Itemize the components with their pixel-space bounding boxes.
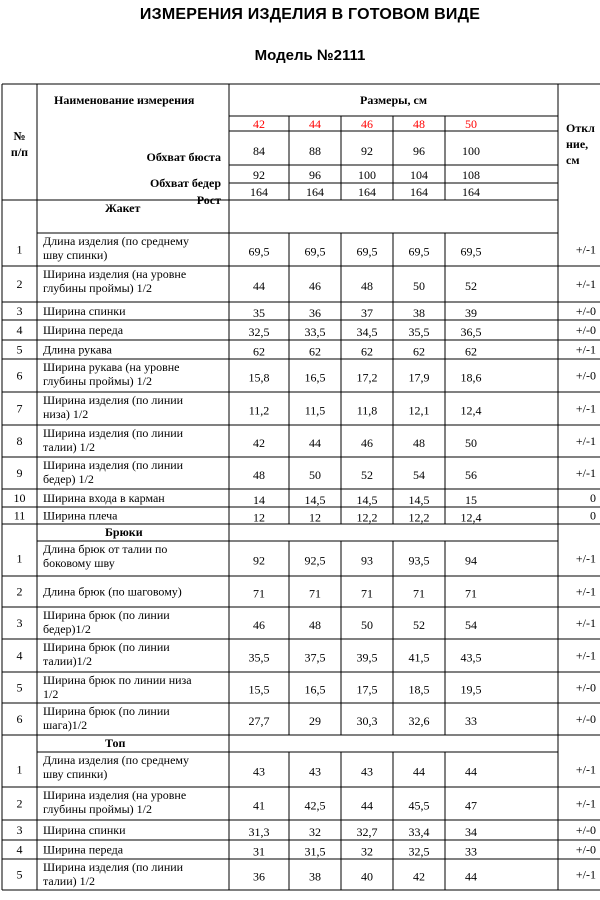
measurement-value: 12,1 — [408, 403, 430, 418]
section-title: Жакет — [105, 201, 141, 215]
size-label: 46 — [361, 117, 373, 131]
tolerance-value: +/-1 — [575, 342, 596, 357]
measurement-value: 71 — [253, 586, 265, 601]
measurement-value: 17,5 — [356, 682, 378, 697]
deviation-column-header: Откл — [566, 121, 595, 135]
measurement-value: 92,5 — [304, 553, 326, 568]
param-label: Рост — [196, 193, 221, 207]
measurement-value: 12,2 — [408, 510, 430, 525]
measurement-name: низа) 1/2 — [43, 407, 89, 421]
measurement-name: глубины проймы) 1/2 — [43, 802, 152, 816]
param-value: 88 — [309, 144, 321, 158]
measurement-value: 93,5 — [408, 553, 430, 568]
row-number: 4 — [16, 323, 23, 337]
measurement-value: 71 — [309, 586, 321, 601]
row-number: 6 — [16, 712, 23, 726]
measurement-value: 41,5 — [408, 650, 430, 665]
measurement-value: 32 — [361, 844, 373, 859]
measurement-value: 50 — [361, 618, 373, 632]
measurement-value: 30,3 — [356, 714, 378, 728]
measurement-name: талии)1/2 — [43, 654, 92, 668]
measurement-value: 31,3 — [248, 825, 270, 839]
measurement-value: 11,8 — [356, 403, 378, 418]
measurement-value: 33,5 — [304, 325, 326, 339]
row-number: 11 — [13, 508, 26, 523]
measurement-value: 52 — [361, 468, 373, 482]
measurement-name: Ширина брюк (по линии — [43, 704, 170, 718]
measurement-value: 17,9 — [408, 370, 430, 385]
param-value: 164 — [462, 185, 480, 199]
measurement-value: 35,5 — [408, 325, 430, 339]
tolerance-value: +/-1 — [575, 762, 596, 777]
measurement-name: шву спинки) — [43, 767, 108, 781]
param-value: 96 — [309, 168, 321, 182]
measurement-value: 44 — [253, 279, 265, 293]
param-value: 108 — [462, 168, 480, 182]
measurement-name: Ширина входа в карман — [43, 491, 165, 505]
measurement-value: 69,5 — [248, 244, 270, 259]
size-label: 48 — [413, 117, 425, 131]
measurement-name: 1/2 — [43, 687, 59, 701]
row-number: 5 — [16, 342, 23, 357]
measurement-value: 39,5 — [356, 650, 378, 665]
row-number: 5 — [16, 680, 23, 695]
param-value: 84 — [253, 144, 265, 158]
measurement-value: 62 — [253, 344, 265, 359]
tolerance-value: +/-1 — [575, 796, 596, 811]
measurement-value: 47 — [465, 798, 477, 813]
measurement-value: 41 — [253, 798, 265, 813]
measurement-value: 71 — [465, 586, 477, 601]
measurement-value: 54 — [413, 468, 425, 482]
measurement-name: Ширина плеча — [43, 508, 118, 523]
measurement-value: 12 — [309, 510, 321, 525]
measurement-name: Ширина брюк (по линии — [43, 608, 170, 622]
row-number: 1 — [16, 762, 23, 777]
measurement-name: Длина изделия (по среднему — [43, 234, 190, 248]
measurement-value: 27,7 — [248, 714, 270, 728]
param-value: 164 — [358, 185, 376, 199]
measurement-value: 32,7 — [356, 825, 378, 839]
row-number: 7 — [16, 401, 23, 416]
measurement-value: 16,5 — [304, 682, 326, 697]
tolerance-value: +/-0 — [575, 304, 596, 318]
measurement-value: 48 — [413, 436, 425, 450]
measurement-value: 32,5 — [248, 325, 270, 339]
measurement-value: 14,5 — [408, 493, 430, 507]
tolerance-value: +/-0 — [575, 842, 596, 857]
measurement-name: Длина брюк (по шаговому) — [43, 584, 182, 599]
measurement-name: Ширина переда — [43, 842, 124, 857]
measurement-value: 38 — [413, 306, 425, 320]
measurement-name: глубины проймы) 1/2 — [43, 281, 152, 295]
measurement-value: 69,5 — [408, 244, 430, 259]
param-label: Обхват бюста — [146, 150, 221, 164]
measurement-name: талии) 1/2 — [43, 440, 95, 454]
param-value: 100 — [462, 144, 480, 158]
param-value: 96 — [413, 144, 425, 158]
measurement-value: 38 — [309, 869, 321, 884]
measurement-value: 43,5 — [460, 650, 482, 665]
measurement-value: 15 — [465, 493, 477, 507]
measurement-value: 46 — [309, 279, 321, 293]
measurement-name: Ширина брюк (по линии — [43, 640, 170, 654]
measurement-value: 42,5 — [304, 798, 326, 813]
measurement-name: боковому шву — [43, 556, 115, 570]
measurement-value: 14,5 — [356, 493, 378, 507]
tolerance-value: +/-0 — [575, 823, 596, 837]
measurement-value: 48 — [309, 618, 321, 632]
deviation-column-header: см — [566, 153, 580, 167]
row-number: 4 — [16, 648, 23, 663]
sizes-column-header: Размеры, см — [359, 93, 428, 107]
measurement-value: 11,5 — [304, 403, 326, 418]
measurement-value: 48 — [361, 279, 373, 293]
tolerance-value: +/-1 — [575, 466, 596, 480]
measurement-value: 31 — [253, 844, 265, 859]
measurement-name: Ширина изделия (на уровне — [43, 267, 187, 281]
measurement-value: 12,4 — [460, 510, 482, 525]
measurement-value: 43 — [361, 764, 373, 779]
row-number: 10 — [13, 491, 26, 505]
tolerance-value: 0 — [590, 491, 596, 505]
tolerance-value: +/-0 — [575, 323, 596, 337]
measurement-value: 36 — [309, 306, 321, 320]
tolerance-value: +/-1 — [575, 616, 596, 630]
measurement-name: Ширина изделия (на уровне — [43, 788, 187, 802]
measurement-name: талии) 1/2 — [43, 874, 95, 888]
measurement-value: 43 — [309, 764, 321, 779]
param-label: Обхват бедер — [149, 176, 221, 190]
measurement-value: 44 — [413, 764, 425, 779]
tolerance-value: +/-1 — [575, 648, 596, 663]
measurement-value: 40 — [361, 869, 373, 884]
measurement-name: шву спинки) — [43, 248, 108, 262]
measurement-value: 16,5 — [304, 370, 326, 385]
measurement-name: глубины проймы) 1/2 — [43, 374, 152, 388]
measurement-value: 12 — [253, 510, 265, 525]
measurement-name: бедер) 1/2 — [43, 472, 94, 486]
tolerance-value: +/-0 — [575, 712, 596, 726]
measurement-name: Длина изделия (по среднему — [43, 753, 190, 767]
measurement-name: Ширина спинки — [43, 304, 126, 318]
measurement-value: 50 — [413, 279, 425, 293]
row-number: 3 — [16, 616, 23, 630]
measurement-value: 62 — [309, 344, 321, 359]
document-title: ИЗМЕРЕНИЯ ИЗДЕЛИЯ В ГОТОВОМ ВИДЕ — [139, 6, 481, 23]
section-title: Топ — [105, 736, 126, 750]
measurement-value: 62 — [361, 344, 373, 359]
measurement-value: 29 — [309, 714, 321, 728]
measurement-value: 17,2 — [356, 370, 378, 385]
measurement-value: 31,5 — [304, 844, 326, 859]
tolerance-value: +/-1 — [575, 434, 596, 448]
param-value: 92 — [361, 144, 373, 158]
tolerance-value: +/-1 — [575, 867, 596, 882]
measurement-value: 33 — [465, 714, 477, 728]
measurement-value: 11,2 — [248, 403, 270, 418]
param-value: 104 — [410, 168, 428, 182]
row-number: 9 — [16, 466, 23, 480]
measurement-value: 18,5 — [408, 682, 430, 697]
measurement-name: Ширина изделия (по линии — [43, 393, 184, 407]
measurement-value: 44 — [465, 764, 477, 779]
tolerance-value: +/-1 — [575, 277, 596, 291]
measurement-value: 33 — [465, 844, 477, 859]
row-number: 3 — [16, 304, 23, 318]
measurement-value: 56 — [465, 468, 477, 482]
measurement-value: 35 — [253, 306, 265, 320]
measurement-name: Ширина изделия (по линии — [43, 458, 184, 472]
measurement-name: шага)1/2 — [43, 718, 88, 732]
row-number: 3 — [16, 823, 23, 837]
measurement-value: 92 — [253, 553, 265, 568]
num-column-header: п/п — [10, 145, 29, 159]
row-number: 2 — [16, 584, 23, 599]
measurement-value: 46 — [361, 436, 373, 450]
deviation-column-header: ние, — [566, 137, 589, 151]
measurement-value: 62 — [413, 344, 425, 359]
measurement-value: 71 — [361, 586, 373, 601]
row-number: 8 — [16, 434, 23, 448]
measurement-value: 37 — [361, 306, 373, 320]
param-value: 164 — [306, 185, 324, 199]
num-column-header: № — [13, 129, 26, 143]
measurement-value: 12,4 — [460, 403, 482, 418]
tolerance-value: 0 — [590, 508, 596, 523]
measurement-value: 36 — [253, 869, 265, 884]
row-number: 1 — [16, 551, 23, 566]
section-title: Брюки — [105, 525, 143, 539]
measurement-value: 18,6 — [460, 370, 482, 385]
measurement-value: 32,5 — [408, 844, 430, 859]
tolerance-value: +/-1 — [575, 401, 596, 416]
row-number: 5 — [16, 867, 23, 882]
measurement-value: 32 — [309, 825, 321, 839]
measurement-value: 34 — [465, 825, 477, 839]
tolerance-value: +/-0 — [575, 368, 596, 383]
measurement-name: Ширина брюк по линии низа — [43, 673, 192, 687]
measurement-value: 42 — [413, 869, 425, 884]
measurement-name: Длина брюк от талии по — [43, 542, 168, 556]
row-number: 1 — [16, 242, 23, 257]
row-number: 2 — [16, 796, 23, 811]
measurement-value: 69,5 — [304, 244, 326, 259]
measurement-name: Длина рукава — [43, 342, 112, 357]
measurement-name: Ширина рукава (на уровне — [43, 360, 180, 374]
measurement-name: Ширина изделия (по линии — [43, 426, 184, 440]
measurement-value: 33,4 — [408, 825, 430, 839]
param-value: 100 — [358, 168, 376, 182]
measurement-value: 12,2 — [356, 510, 378, 525]
measurement-value: 42 — [253, 436, 265, 450]
name-column-header: Наименование измерения — [54, 93, 195, 107]
measurement-name: Ширина спинки — [43, 823, 126, 837]
param-value: 92 — [253, 168, 265, 182]
measurement-value: 45,5 — [408, 798, 430, 813]
tolerance-value: +/-0 — [575, 680, 596, 695]
measurement-name: бедер)1/2 — [43, 622, 91, 636]
size-label: 50 — [465, 117, 477, 131]
measurement-value: 93 — [361, 553, 373, 568]
measurement-value: 19,5 — [460, 682, 482, 697]
row-number: 4 — [16, 842, 23, 857]
measurement-value: 48 — [253, 468, 265, 482]
size-label: 42 — [253, 117, 265, 131]
measurement-value: 50 — [465, 436, 477, 450]
measurement-value: 52 — [465, 279, 477, 293]
size-label: 44 — [309, 117, 321, 131]
measurement-value: 36,5 — [460, 325, 482, 339]
measurement-value: 62 — [465, 344, 477, 359]
row-number: 2 — [16, 277, 23, 291]
measurement-value: 39 — [465, 306, 477, 320]
measurement-value: 44 — [361, 798, 373, 813]
measurement-value: 43 — [253, 764, 265, 779]
measurement-value: 32,6 — [408, 714, 430, 728]
param-value: 164 — [250, 185, 268, 199]
measurement-value: 94 — [465, 553, 477, 568]
measurement-value: 52 — [413, 618, 425, 632]
measurement-value: 15,5 — [248, 682, 270, 697]
measurement-value: 14 — [253, 493, 265, 507]
measurement-value: 71 — [413, 586, 425, 601]
row-number: 6 — [16, 368, 23, 383]
tolerance-value: +/-1 — [575, 584, 596, 599]
model-title: Модель №2111 — [254, 47, 366, 64]
param-value: 164 — [410, 185, 428, 199]
measurement-value: 69,5 — [356, 244, 378, 259]
measurement-value: 34,5 — [356, 325, 378, 339]
tolerance-value: +/-1 — [575, 551, 596, 566]
measurement-value: 37,5 — [304, 650, 326, 665]
measurement-value: 14,5 — [304, 493, 326, 507]
measurement-value: 44 — [465, 869, 477, 884]
measurement-value: 69,5 — [460, 244, 482, 259]
measurement-value: 44 — [309, 436, 321, 450]
measurement-value: 35,5 — [248, 650, 270, 665]
measurement-value: 50 — [309, 468, 321, 482]
tolerance-value: +/-1 — [575, 242, 596, 257]
measurement-name: Ширина изделия (по линии — [43, 860, 184, 874]
measurement-value: 54 — [465, 618, 477, 632]
measurement-value: 15,8 — [248, 370, 270, 385]
measurement-name: Ширина переда — [43, 323, 124, 337]
measurement-value: 46 — [253, 618, 265, 632]
